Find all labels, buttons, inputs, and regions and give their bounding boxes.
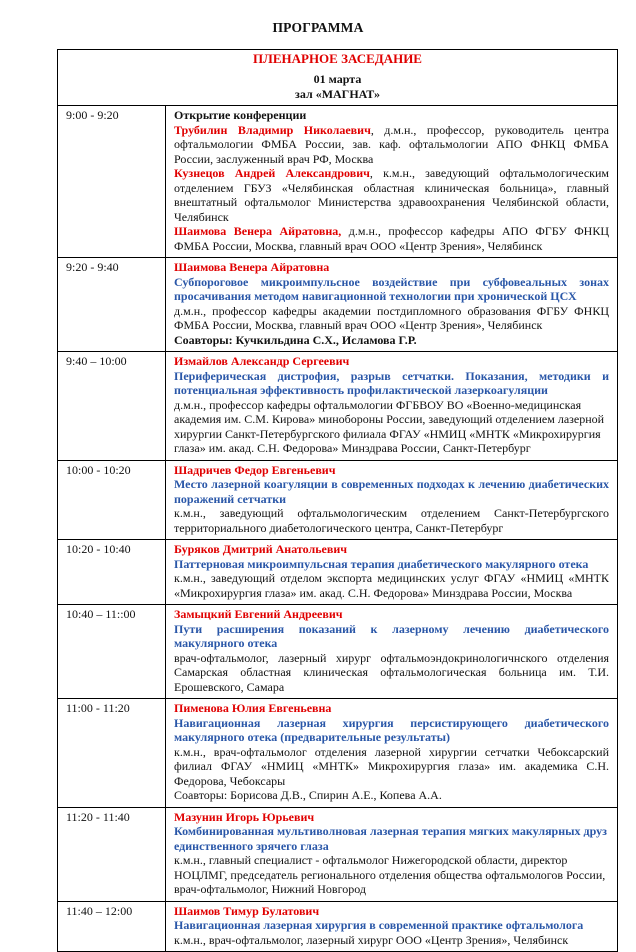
session-time: 9:00 - 9:20: [58, 106, 166, 258]
text-segment: Шаимова Венера Айратовна,: [174, 224, 341, 238]
session-paragraph: [174, 123, 609, 167]
session-content: [166, 540, 618, 605]
text-segment: Замыцкий Евгений Андреевич: [174, 607, 343, 621]
session-paragraph: [174, 224, 609, 253]
header-row: [58, 49, 618, 106]
text-segment: Навигационная лазерная хирургия персистирующего диабетического макулярного отека (предварительные результаты): [174, 716, 609, 745]
text-segment: Шадричев Федор Евгеньевич: [174, 463, 335, 477]
session-title: ПЛЕНАРНОЕ ЗАСЕДАНИЕ: [66, 52, 609, 67]
session-row: [58, 699, 618, 808]
session-content: [166, 699, 618, 808]
text-segment: Мазунин Игорь Юрьевич: [174, 810, 314, 824]
session-paragraph: [174, 788, 609, 803]
text-segment: Трубилин Владимир Николаевич: [174, 123, 371, 137]
text-segment: врач-офтальмолог, лазерный хирург офтальмоэндокринологичнского отделения Самарская областная клиническая офтальмологическая больница им. Т.И. Ерошевского, Самара: [174, 651, 609, 694]
session-paragraph: [174, 477, 609, 506]
text-segment: Шаимова Венера Айратовна: [174, 260, 329, 274]
text-segment: д.м.н., профессор кафедры офтальмологии ФГБВОУ ВО «Военно-медицинская академия им. С.М. Кирова» минобороны России, заведующий отделением лазерной хирургии Санкт-Петербургского филиала ФГАУ «НМИЦ «МНТК «Микрохирургия глаза» им. акад. С.Н. Федорова» Минздрава России, Санкт-Петербург: [174, 398, 604, 456]
text-segment: Соавторы: Борисова Д.В., Спирин А.Е., Копева А.А.: [174, 788, 442, 802]
session-paragraph: [174, 108, 609, 123]
text-segment: Пути расширения показаний к лазерному лечению диабетического макулярного отека: [174, 622, 609, 651]
session-time: 10:40 – 11::00: [58, 605, 166, 699]
session-paragraph: [174, 716, 609, 745]
text-segment: к.м.н., врач-офтальмолог, лазерный хирург ООО «Центр Зрения», Челябинск: [174, 933, 568, 947]
session-paragraph: [174, 745, 609, 789]
session-time: 9:20 - 9:40: [58, 258, 166, 352]
session-row: [58, 106, 618, 258]
session-row: [58, 258, 618, 352]
session-paragraph: [174, 701, 609, 716]
session-row: [58, 540, 618, 605]
session-paragraph: [174, 506, 609, 535]
session-paragraph: [174, 918, 609, 933]
text-segment: Пименова Юлия Евгеньевна: [174, 701, 331, 715]
session-content: [166, 460, 618, 540]
session-content: [166, 901, 618, 952]
text-segment: , к.м.н., заведующий офтальмологическим отделением ГБУЗ «Челябинская областная клиническая больница», главный внештатный офтальмолог Министерства здравоохранения Челябинской области, Челябинск: [174, 166, 609, 224]
program-table-body: [58, 49, 618, 952]
session-content: [166, 352, 618, 461]
session-row: [58, 605, 618, 699]
text-segment: Соавторы: Кучкильдина С.Х., Исламова Г.Р.: [174, 333, 417, 347]
session-paragraph: [174, 824, 609, 853]
text-segment: Шаимов Тимур Булатович: [174, 904, 319, 918]
session-paragraph: [174, 354, 609, 369]
session-paragraph: [174, 933, 609, 948]
text-segment: Паттерновая микроимпульсная терапия диабетического макулярного отека: [174, 557, 588, 571]
text-segment: Периферическая дистрофия, разрыв сетчатки. Показания, методики и потенциальная эффективность профилактической лазеркоагуляции: [174, 369, 609, 398]
text-segment: к.м.н., врач-офтальмолог отделения лазерной хирургии сетчатки Чебоксарский филиал ФГАУ «НМИЦ «МНТК» Микрохирургия глаза» им. академика С.Н. Федорова, Чебоксары: [174, 745, 609, 788]
session-date: 01 марта: [66, 72, 609, 87]
text-segment: Комбинированная мультиволновая лазерная терапия мягких макулярных друз единственного зрячего глаза: [174, 824, 607, 853]
session-paragraph: [174, 166, 609, 224]
session-content: [166, 807, 618, 901]
session-paragraph: [174, 810, 609, 825]
session-time: 11:00 - 11:20: [58, 699, 166, 808]
session-paragraph: [174, 853, 609, 897]
header-cell: [58, 49, 618, 106]
session-time: 9:40 – 10:00: [58, 352, 166, 461]
text-segment: д.м.н., профессор кафедры академии постдипломного образования ФГБУ ФНКЦ ФМБА России, Москва, главный врач ООО «Центр Зрения», Челябинск: [174, 304, 609, 333]
text-segment: Навигационная лазерная хирургия в современной практике офтальмолога: [174, 918, 583, 932]
session-paragraph: [174, 607, 609, 622]
session-row: [58, 901, 618, 952]
session-paragraph: [174, 260, 609, 275]
session-paragraph: [174, 369, 609, 398]
session-paragraph: [174, 622, 609, 651]
session-paragraph: [174, 333, 609, 348]
text-segment: Кузнецов Андрей Александрович: [174, 166, 370, 180]
session-row: [58, 460, 618, 540]
session-venue: зал «МАГНАТ»: [66, 87, 609, 102]
text-segment: к.м.н., заведующий отделом экспорта медицинских услуг ФГАУ «НМИЦ «МНТК «Микрохирургия глаза» им. акад. С.Н. Федорова» Минздрава России, Москва: [174, 571, 609, 600]
session-time: 11:40 – 12:00: [58, 901, 166, 952]
session-content: [166, 258, 618, 352]
session-paragraph: [174, 398, 609, 456]
session-row: [58, 807, 618, 901]
session-time: 10:20 - 10:40: [58, 540, 166, 605]
text-segment: Буряков Дмитрий Анатольевич: [174, 542, 347, 556]
session-paragraph: [174, 651, 609, 695]
session-time: 10:00 - 10:20: [58, 460, 166, 540]
session-paragraph: [174, 571, 609, 600]
session-paragraph: [174, 557, 609, 572]
session-paragraph: [174, 904, 609, 919]
program-table: [57, 49, 618, 952]
text-segment: Место лазерной коагуляции в современных подходах к лечению диабетических поражений сетчатки: [174, 477, 609, 506]
page-title: ПРОГРАММА: [0, 21, 636, 36]
session-paragraph: [174, 304, 609, 333]
session-content: [166, 605, 618, 699]
session-time: 11:20 - 11:40: [58, 807, 166, 901]
text-segment: Измайлов Александр Сергеевич: [174, 354, 349, 368]
session-paragraph: [174, 542, 609, 557]
session-row: [58, 352, 618, 461]
text-segment: д.м.н., профессор кафедры АПО ФГБУ ФНКЦ ФМБА России, Москва, главный врач ООО «Центр Зрения», Челябинск: [174, 224, 609, 253]
text-segment: Субпороговое микроимпульсное воздействие при субфовеальных зонах просачивания методом навигационной технологии при хронической ЦСХ: [174, 275, 609, 304]
session-content: [166, 106, 618, 258]
session-paragraph: [174, 275, 609, 304]
text-segment: к.м.н., главный специалист - офтальмолог Нижегородской области, директор НОЦЛМГ, председатель регионального отделения общества офтальмологов России, врач-офтальмолог, Нижний Новгород: [174, 853, 605, 896]
text-segment: к.м.н., заведующий офтальмологическим отделением Санкт-Петербургского территориального диабетологического центра, Санкт-Петербург: [174, 506, 609, 535]
session-paragraph: [174, 463, 609, 478]
text-segment: , д.м.н., профессор, руководитель центра офтальмологии ФМБА России, зав. каф. офтальмологии АПО ФНКЦ ФМБА России, заслуженный врач РФ, Москва: [174, 123, 609, 166]
text-segment: Открытие конференции: [174, 108, 306, 122]
